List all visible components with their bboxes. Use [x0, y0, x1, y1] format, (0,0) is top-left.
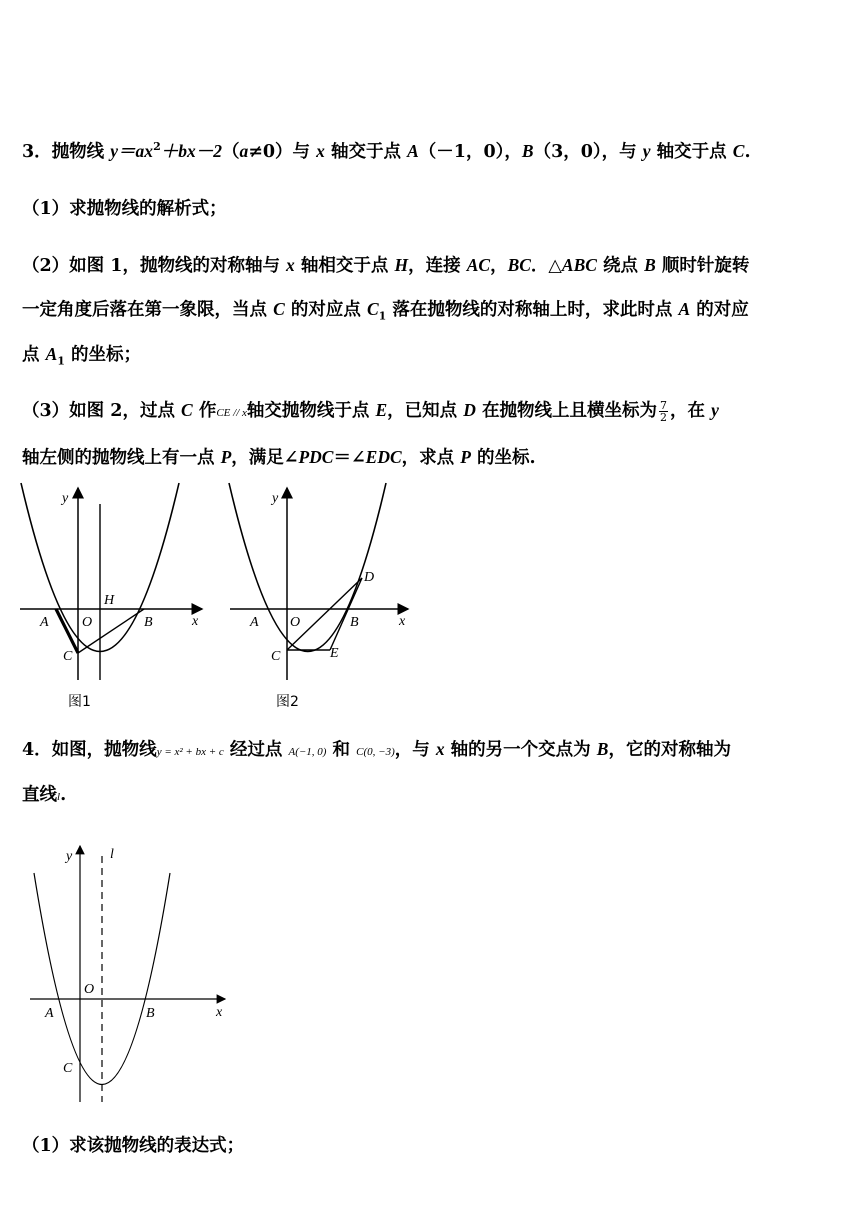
text: 抛物线 [51, 142, 111, 162]
text: 经过点 [223, 740, 289, 760]
point-label: B [596, 739, 609, 759]
label-l: l [110, 847, 114, 862]
text: 如图，抛物线 [51, 740, 157, 760]
variable: x [316, 141, 325, 161]
label-x: x [216, 1005, 223, 1020]
text: 一定角度后落在第一象限，当点 [22, 300, 274, 320]
label-a: A [40, 615, 49, 630]
equation: y＝ax [110, 141, 154, 161]
point-label: A [678, 299, 691, 319]
label-y: y [62, 491, 69, 506]
label-y: y [272, 491, 279, 506]
q4-part-1: （1）求该抛物线的表达式； [22, 1136, 245, 1156]
text: 的坐标； [64, 345, 142, 365]
angle-label: EDC [365, 447, 402, 467]
text: ，它的对称轴为 [608, 740, 731, 760]
text: （3，0），与 [533, 142, 643, 162]
point-label: C [273, 299, 285, 319]
point-label: C [732, 141, 745, 161]
segment-ed [330, 578, 362, 650]
figure-1-caption: 图1 [68, 694, 91, 710]
variable: y [642, 141, 651, 161]
text: （－1，0）， [418, 142, 522, 162]
subscript: 1 [57, 354, 65, 368]
point-label: A [45, 344, 58, 364]
text: 和 [326, 740, 357, 760]
q3-part-1: （1）求抛物线的解析式； [22, 199, 227, 219]
text: 轴的另一个交点为 [444, 740, 597, 760]
text: ，已知点 [387, 401, 464, 421]
text: 落在抛物线的对称轴上时，求此时点 [386, 300, 679, 320]
label-x: x [399, 614, 406, 629]
text: ≠0）与 [248, 142, 317, 162]
q3-part-2-line-2 [22, 296, 749, 323]
text: 的对应点 [284, 300, 367, 320]
label-h: H [104, 593, 115, 608]
text: （ [221, 142, 240, 162]
point-a-coords: A(−1, 0) [288, 746, 327, 758]
question-number: 3． [22, 142, 52, 162]
variable: a [239, 141, 249, 161]
text: 轴相交于点 [294, 256, 395, 276]
text: ＝∠ [333, 448, 366, 468]
figure-3 [0, 840, 240, 1110]
text: 轴交抛物线于点 [246, 401, 376, 421]
text: ， [490, 256, 508, 276]
q3-part-2-line-1 [22, 252, 749, 277]
figure-1 [0, 480, 220, 690]
figure-2-caption: 图2 [276, 694, 299, 710]
label-x: x [192, 614, 199, 629]
text: 直线 [22, 785, 57, 805]
label-b: B [144, 615, 153, 630]
label-b: B [350, 615, 359, 630]
text: ，连接 [408, 256, 467, 276]
point-label: E [375, 400, 388, 420]
q3-part-3-line-1 [22, 397, 719, 423]
text: 的坐标. [470, 448, 536, 468]
q4-line-2 [22, 781, 66, 806]
label-o: O [84, 982, 95, 997]
parabola-equation: y = x² + bx + c [156, 746, 224, 758]
text: 轴交于点 [650, 142, 733, 162]
numerator: 7 [660, 399, 667, 412]
point-label: P [460, 447, 471, 467]
point-label: B [644, 255, 656, 275]
equation: ＋bx－2 [160, 141, 222, 161]
label-b: B [146, 1006, 155, 1021]
point-label: A [407, 141, 419, 161]
angle-label: PDC [298, 447, 334, 467]
text: 绕点 [596, 256, 645, 276]
text: 轴左侧的抛物线上有一点 [22, 448, 221, 468]
label-e: E [330, 646, 339, 661]
parallel-notation: CE // x [216, 407, 247, 419]
text: ，求点 [401, 448, 461, 468]
segment-label: BC [507, 255, 531, 275]
text: ，与 [394, 740, 436, 760]
text: 的对应 [690, 300, 749, 320]
point-label: D [463, 400, 476, 420]
point-label: C [366, 299, 379, 319]
label-o: O [290, 615, 301, 630]
text: . [744, 142, 751, 162]
label-a: A [45, 1006, 54, 1021]
label-c: C [63, 649, 73, 664]
q3-part-2-line-3 [22, 341, 141, 368]
fraction-seven-halves [659, 400, 668, 423]
text: ，满足∠ [231, 448, 299, 468]
text: （3）如图 2，过点 [22, 401, 182, 421]
text: 在抛物线上且横坐标为 [475, 401, 657, 421]
text: 顺时针旋转 [655, 256, 750, 276]
q3-line-1 [22, 138, 751, 163]
label-a: A [250, 615, 259, 630]
subscript: 1 [378, 309, 387, 323]
point-label: H [394, 255, 409, 275]
triangle-label: ABC [561, 255, 597, 275]
point-label: P [220, 447, 232, 467]
variable: x [286, 255, 295, 275]
text: ．△ [530, 256, 562, 276]
q3-part-3-line-2 [22, 444, 536, 469]
label-c: C [63, 1061, 73, 1076]
point-label: C [181, 400, 193, 420]
denominator: 2 [660, 411, 667, 424]
question-number: 4． [22, 740, 52, 760]
text: ，在 [670, 401, 712, 421]
label-y: y [66, 849, 73, 864]
line-label: l [57, 791, 61, 803]
variable: y [711, 400, 719, 420]
text: （2）如图 1，抛物线的对称轴与 [22, 256, 287, 276]
text: 作 [192, 401, 217, 421]
text: 点 [22, 345, 46, 365]
segment-label: AC [466, 255, 491, 275]
text: . [60, 785, 67, 805]
figure-2 [210, 480, 420, 690]
segment-ac [56, 609, 78, 653]
q4-line-1 [22, 736, 731, 761]
label-d: D [364, 570, 375, 585]
label-o: O [82, 615, 93, 630]
label-c: C [271, 649, 281, 664]
text: 轴交于点 [324, 142, 408, 162]
variable: x [435, 739, 445, 759]
segment-cd [287, 578, 362, 650]
point-c-coords: C(0, −3) [356, 746, 395, 758]
exponent: 2 [153, 140, 161, 154]
point-label: B [521, 141, 534, 161]
